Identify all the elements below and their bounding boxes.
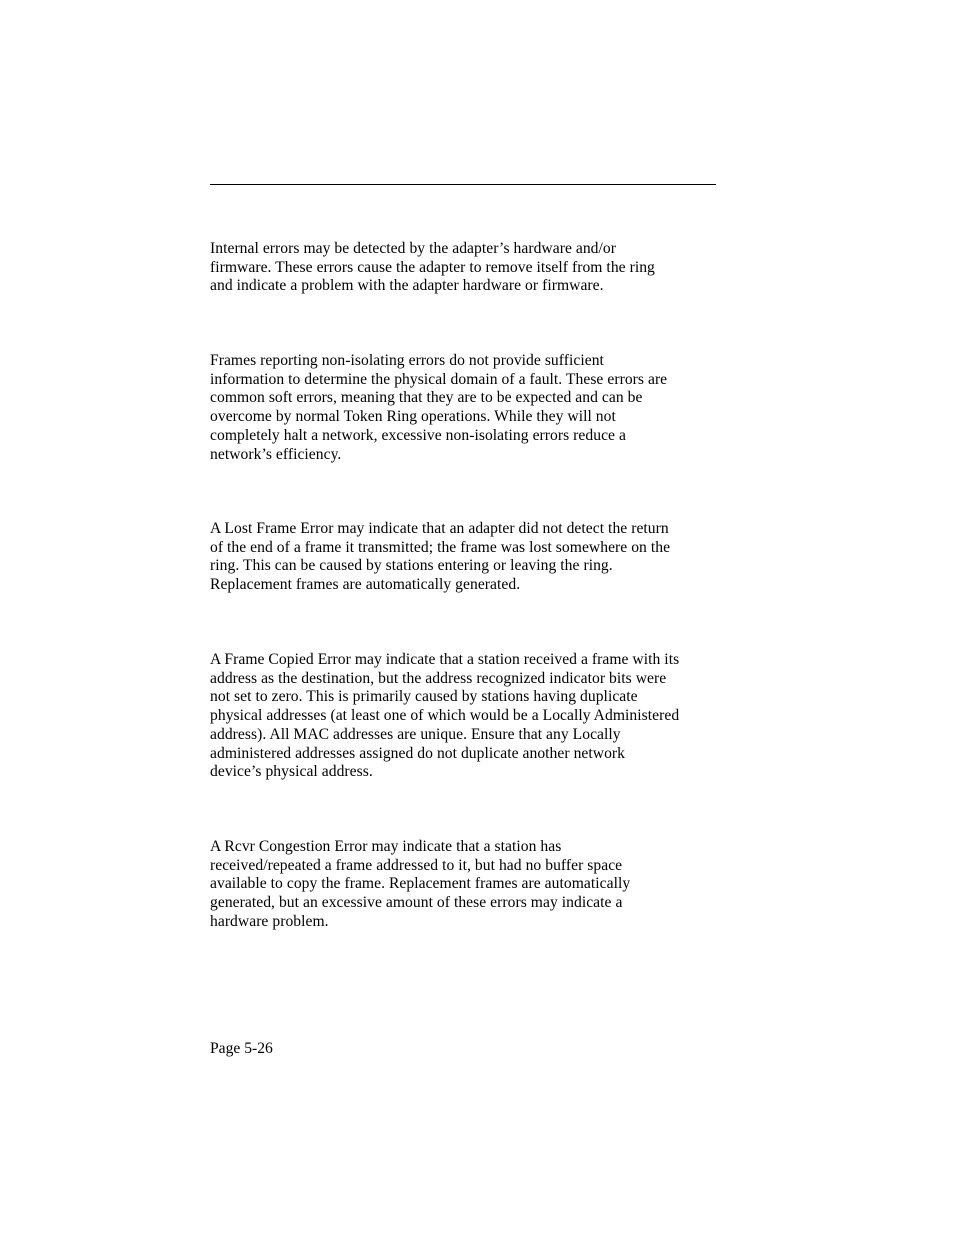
paragraph-non-isolating-errors — [210, 352, 716, 464]
paragraph-frame-copied-error — [210, 651, 716, 782]
text-line: and indicate a problem with the adapter hardware or firmware. — [210, 277, 604, 295]
paragraph-lost-frame-error — [210, 520, 716, 595]
text-line: A Frame Copied Error may indicate that a station received a frame with its — [210, 651, 680, 668]
text-line: device’s physical address. — [210, 763, 373, 781]
text-line: administered addresses assigned do not duplicate another network — [210, 744, 626, 762]
text-line: network’s efficiency. — [210, 445, 342, 463]
text-line: Replacement frames are automatically generated. — [210, 576, 521, 594]
text-line: common soft errors, meaning that they are to be expected and can be — [210, 389, 643, 407]
paragraph-rcvr-congestion-error — [210, 838, 716, 932]
text-line: address as the destination, but the address recognized indicator bits were — [210, 669, 667, 687]
text-line: address). All MAC addresses are unique. Ensure that any Locally — [210, 725, 621, 743]
text-line: completely halt a network, excessive non-isolating errors reduce a — [210, 426, 626, 444]
text-line: of the end of a frame it transmitted; the frame was lost somewhere on the — [210, 538, 671, 556]
text-line: ring. This can be caused by stations entering or leaving the ring. — [210, 557, 613, 575]
text-line: physical addresses (at least one of which would be a Locally Administered — [210, 707, 680, 725]
text-line: Frames reporting non-isolating errors do not provide sufficient — [210, 352, 604, 369]
text-line: not set to zero. This is primarily caused by stations having duplicate — [210, 688, 638, 706]
text-line: overcome by normal Token Ring operations. While they will not — [210, 408, 616, 426]
text-line: received/repeated a frame addressed to it, but had no buffer space — [210, 856, 623, 874]
text-line: generated, but an excessive amount of these errors may indicate a — [210, 894, 623, 912]
text-line: A Rcvr Congestion Error may indicate that a station has — [210, 838, 562, 855]
text-line: A Lost Frame Error may indicate that an adapter did not detect the return — [210, 520, 669, 537]
text-line: available to copy the frame. Replacement frames are automatically — [210, 875, 631, 893]
paragraph-internal-errors — [210, 240, 716, 296]
page-number: Page 5-26 — [210, 1040, 273, 1057]
text-line: Internal errors may be detected by the adapter’s hardware and/or — [210, 240, 616, 257]
text-line: hardware problem. — [210, 912, 329, 930]
text-line: firmware. These errors cause the adapter to remove itself from the ring — [210, 258, 655, 276]
text-line: information to determine the physical domain of a fault. These errors are — [210, 370, 668, 388]
header-rule — [210, 184, 716, 185]
